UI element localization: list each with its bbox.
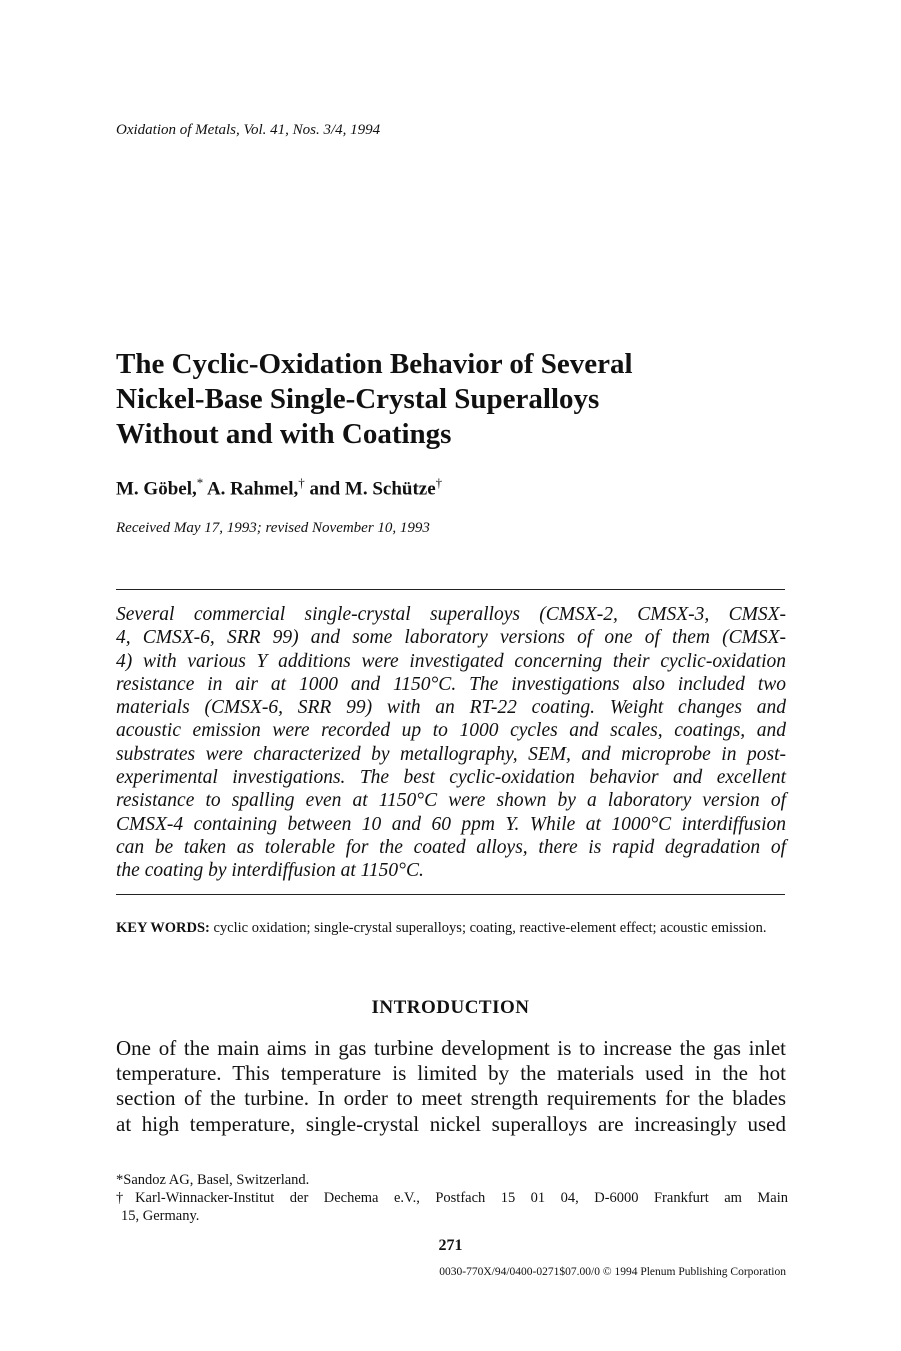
abstract-line: Several commercial single-crystal superalloys (CMSX-2, CMSX-3, CMSX- <box>116 604 786 625</box>
body-line: temperature. This temperature is limited by the materials used in the hot <box>116 1061 786 1086</box>
abstract-top-rule <box>116 589 785 590</box>
abstract-line: resistance in air at 1000 and 1150°C. The investigations also included two <box>116 673 786 695</box>
received-dates: Received May 17, 1993; revised November 10, 1993 <box>116 520 430 536</box>
abstract-line: CMSX-4 containing between 10 and 60 ppm Y. While at 1000°C interdiffusion <box>116 813 786 835</box>
author-name: M. Göbel, <box>116 478 197 500</box>
title-line: Nickel-Base Single-Crystal Superalloys <box>116 383 600 415</box>
footnote: †Karl-Winnacker-Institut der Dechema e.V., Postfach 15 01 04, D-6000 Frankfurt am Main <box>116 1190 788 1206</box>
abstract-line: experimental investigations. The best cyclic-oxidation behavior and excellent <box>116 767 786 789</box>
footnote-continuation: 15, Germany. <box>121 1208 200 1224</box>
author-list <box>116 475 442 500</box>
copyright-line: 0030-770X/94/0400-0271$07.00/0 © 1994 Plenum Publishing Corporation <box>439 1266 786 1278</box>
affiliation-mark: † <box>298 475 305 490</box>
body-paragraph <box>116 1036 786 1137</box>
journal-citation: Oxidation of Metals, Vol. 41, Nos. 3/4, 1994 <box>116 122 381 138</box>
key-words-text: cyclic oxidation; single-crystal superalloys; coating, reactive-element effect; acoustic emission. <box>209 920 767 936</box>
body-line: section of the turbine. In order to meet strength requirements for the blades <box>116 1086 786 1111</box>
author-name: and M. Schütze <box>304 478 436 500</box>
article-title <box>116 347 796 452</box>
abstract-line: resistance to spalling even at 1150°C were shown by a laboratory version of <box>116 790 786 812</box>
key-words-label: KEY WORDS: <box>116 920 210 936</box>
footnote: *Sandoz AG, Basel, Switzerland. <box>116 1172 310 1188</box>
abstract-line: the coating by interdiffusion at 1150°C. <box>116 860 424 882</box>
abstract-line: substrates were characterized by metallography, SEM, and microprobe in post- <box>116 743 786 765</box>
abstract-line: 4) with various Y additions were investigated concerning their cyclic-oxidation <box>116 650 786 672</box>
abstract-line: materials (CMSX-6, SRR 99) with an RT-22 coating. Weight changes and <box>116 697 786 719</box>
abstract-bottom-rule <box>116 894 785 895</box>
title-line: The Cyclic-Oxidation Behavior of Several <box>116 348 633 380</box>
body-line: One of the main aims in gas turbine development is to increase the gas inlet <box>116 1036 786 1060</box>
abstract-line: 4, CMSX-6, SRR 99) and some laboratory versions of one of them (CMSX- <box>116 627 786 649</box>
key-words <box>116 919 786 937</box>
abstract-line: can be taken as tolerable for the coated alloys, there is rapid degradation of <box>116 836 786 858</box>
affiliation-mark: † <box>435 475 443 490</box>
affiliation-mark: * <box>196 475 204 490</box>
section-heading: INTRODUCTION <box>371 997 530 1018</box>
footnotes <box>116 1171 788 1225</box>
page-number: 271 <box>438 1237 463 1254</box>
title-line: Without and with Coatings <box>116 418 452 450</box>
abstract <box>116 603 786 883</box>
body-line: at high temperature, single-crystal nickel superalloys are increasingly used <box>116 1111 786 1136</box>
author-name: A. Rahmel, <box>203 478 299 500</box>
abstract-line: acoustic emission were recorded up to 1000 cycles and scales, coatings, and <box>116 720 786 742</box>
